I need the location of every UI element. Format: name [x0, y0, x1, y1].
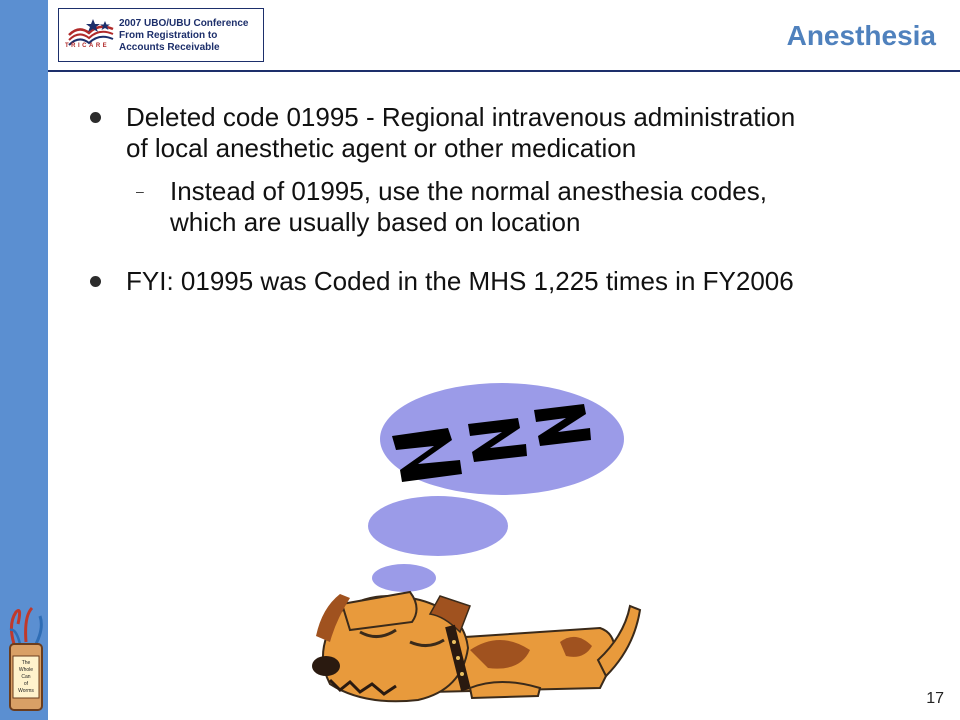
mascot-label-5: Worms	[18, 688, 34, 694]
can-of-worms-logo-icon	[4, 604, 48, 716]
mascot-label-4: of	[23, 681, 29, 687]
conference-line-1: 2007 UBO/UBU Conference	[119, 18, 249, 29]
mascot-label-3: Can	[21, 674, 31, 680]
conference-line-3: Accounts Receivable	[119, 42, 220, 53]
sub-bullet-marker: –	[136, 183, 144, 199]
thought-bubble-small	[372, 564, 436, 592]
tricare-logo-text: TRICARE	[65, 43, 110, 49]
page-number: 17	[926, 690, 944, 707]
sub-bullet-text: Instead of 01995, use the normal anesthesia codes, which are usually based on location	[170, 176, 767, 237]
bullet-text: Deleted code 01995 - Regional intravenous administration of local anesthetic agent or other medication	[126, 102, 796, 163]
bullet-text: FYI: 01995 was Coded in the MHS 1,225 times in FY2006	[126, 266, 794, 296]
conference-line-2: From Registration to	[119, 30, 218, 41]
thought-bubble-medium	[368, 496, 508, 556]
sleeping-dog-icon	[312, 592, 640, 701]
mascot-label-2: Whole	[18, 667, 34, 673]
slide-title: Anesthesia	[786, 20, 936, 51]
mascot-label-1: The	[21, 660, 31, 666]
